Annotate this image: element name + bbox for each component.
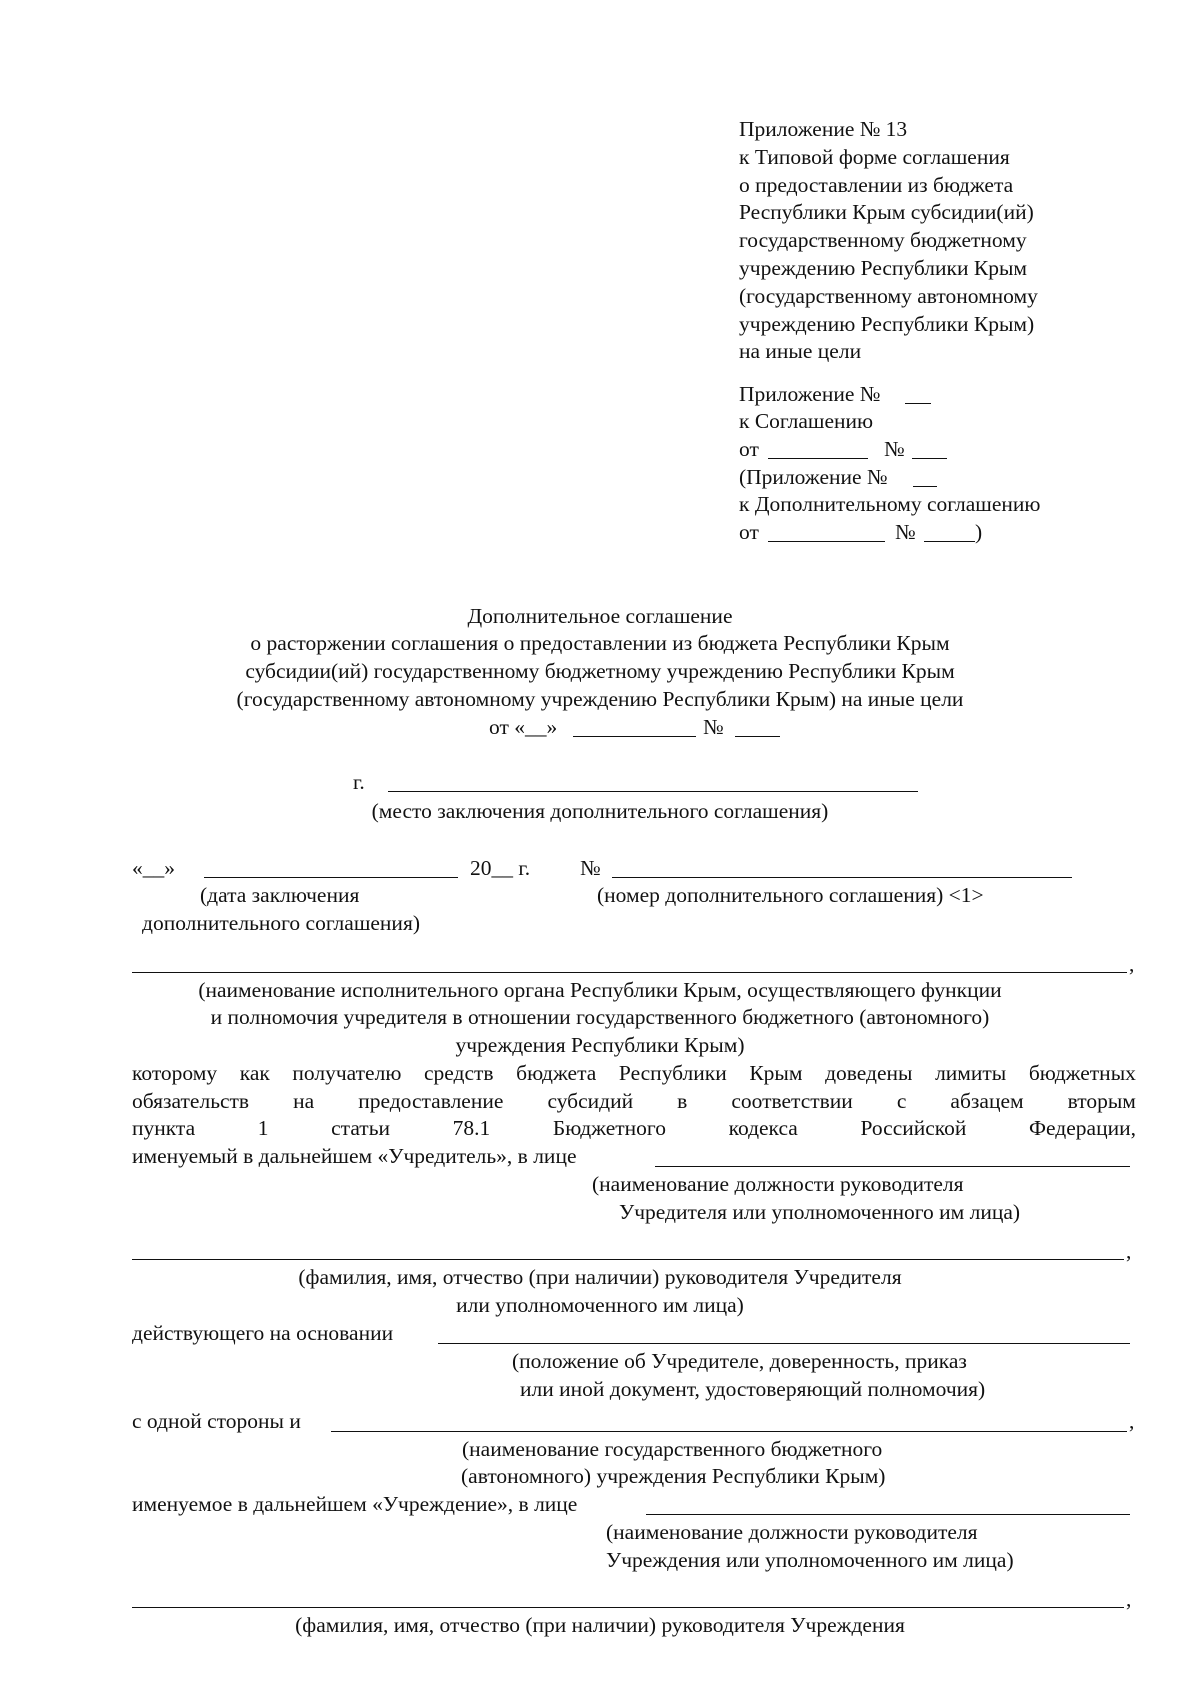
institution-position-blank[interactable] xyxy=(646,1514,1130,1515)
additional-appendix-no-blank[interactable] xyxy=(913,486,937,487)
word: средств xyxy=(423,1061,494,1085)
number-caption: (номер дополнительного соглашения) <1> xyxy=(597,883,984,907)
date-month-blank[interactable] xyxy=(204,877,458,878)
date-caption-line-1: (дата заключения xyxy=(200,883,360,907)
founder-body-line-2 xyxy=(132,1088,1136,1115)
agreement-from-label: от xyxy=(739,437,759,461)
founder-position-caption-1: (наименование должности руководителя xyxy=(592,1172,964,1196)
founder-named-as: именуемый в дальнейшем «Учредитель», в лице xyxy=(132,1144,577,1168)
word: бюджетных xyxy=(1028,1061,1136,1085)
acting-basis-label: действующего на основании xyxy=(132,1321,394,1345)
basis-caption-1: (положение об Учредителе, доверенность, приказ xyxy=(512,1349,967,1373)
founder-caption-line-3: учреждения Республики Крым) xyxy=(455,1033,745,1057)
institution-name-blank[interactable] xyxy=(331,1431,1127,1432)
appendix-header-line: учреждению Республики Крым xyxy=(739,255,1028,280)
institution-name-caption-2: (автономного) учреждения Республики Крым) xyxy=(461,1464,886,1488)
doc-number-blank[interactable] xyxy=(612,877,1072,878)
title-line-3: субсидии(ий) государственному бюджетному учреждению Республики Крым xyxy=(245,659,955,683)
word: которому xyxy=(132,1061,218,1085)
word: пункта xyxy=(132,1116,196,1140)
founder-fio-blank[interactable] xyxy=(132,1259,1124,1260)
date-caption-line-2: дополнительного соглашения) xyxy=(142,911,420,935)
additional-date-blank[interactable] xyxy=(768,541,885,542)
comma: , xyxy=(1126,1239,1132,1263)
agreement-number-blank[interactable] xyxy=(912,458,947,459)
title-number-sign: № xyxy=(703,715,724,739)
founder-name-blank[interactable] xyxy=(132,972,1127,973)
doc-number-sign: № xyxy=(580,856,601,880)
word: доведены xyxy=(825,1061,913,1085)
title-line-1: Дополнительное соглашение xyxy=(467,604,733,628)
word: обязательств xyxy=(132,1089,250,1113)
institution-name-caption-1: (наименование государственного бюджетного xyxy=(462,1437,883,1461)
word: лимиты xyxy=(935,1061,1007,1085)
appendix-header-line: на иные цели xyxy=(739,339,862,364)
word: 1 xyxy=(257,1116,269,1140)
founder-position-caption-2: Учредителя или уполномоченного им лица) xyxy=(619,1200,1021,1224)
founder-position-blank[interactable] xyxy=(655,1166,1130,1167)
additional-number-sign: № xyxy=(895,520,916,544)
word: Федерации, xyxy=(1029,1116,1136,1140)
founder-fio-caption-2: или уполномоченного им лица) xyxy=(456,1293,744,1317)
institution-named-as: именуемое в дальнейшем «Учреждение», в лице xyxy=(132,1492,578,1516)
institution-fio-caption: (фамилия, имя, отчество (при наличии) руководителя Учреждения xyxy=(295,1613,905,1637)
founder-body-line-3 xyxy=(132,1115,1136,1142)
word: получателю xyxy=(292,1061,402,1085)
date-year: 20__ г. xyxy=(470,856,531,880)
word: субсидий xyxy=(547,1089,634,1113)
additional-number-blank[interactable] xyxy=(924,541,975,542)
word: в xyxy=(677,1089,688,1113)
word: вторым xyxy=(1067,1089,1136,1113)
word: статьи xyxy=(331,1116,391,1140)
to-agreement-label: к Соглашению xyxy=(739,409,874,433)
appendix-no-label: Приложение № xyxy=(739,382,881,406)
one-side-label: с одной стороны и xyxy=(132,1409,301,1433)
title-date-label: от «__» xyxy=(489,715,558,739)
appendix-header-line: Приложение № 13 xyxy=(739,117,908,141)
appendix-header-line: (государственному автономному xyxy=(739,283,1038,308)
institution-fio-blank[interactable] xyxy=(132,1607,1124,1608)
close-paren: ) xyxy=(975,520,983,544)
word: Бюджетного xyxy=(552,1116,666,1140)
word: абзацем xyxy=(950,1089,1024,1113)
comma: , xyxy=(1129,952,1135,976)
title-line-2: о расторжении соглашения о предоставлении из бюджета Республики Крым xyxy=(250,631,950,655)
place-blank[interactable] xyxy=(388,791,918,792)
word: Крым xyxy=(749,1061,803,1085)
word: Республики xyxy=(618,1061,727,1085)
additional-appendix-no-label: (Приложение № xyxy=(739,465,888,489)
comma: , xyxy=(1126,1587,1132,1611)
place-prefix: г. xyxy=(353,770,365,794)
title-line-4: (государственному автономному учреждению Республики Крым) на иные цели xyxy=(236,687,964,711)
word: кодекса xyxy=(728,1116,798,1140)
word: Российской xyxy=(860,1116,967,1140)
founder-caption-line-2: и полномочия учредителя в отношении государственного бюджетного (автономного) xyxy=(210,1005,990,1029)
acting-basis-blank[interactable] xyxy=(438,1343,1130,1344)
additional-from-label: от xyxy=(739,520,759,544)
place-caption: (место заключения дополнительного соглашения) xyxy=(371,799,829,823)
appendix-header-line: государственному бюджетному xyxy=(739,228,1027,253)
institution-position-caption-1: (наименование должности руководителя xyxy=(606,1520,978,1544)
title-number-blank[interactable] xyxy=(735,736,780,737)
word: с xyxy=(896,1089,907,1113)
word: на xyxy=(293,1089,315,1113)
agreement-number-sign: № xyxy=(884,437,905,461)
appendix-header-line: к Типовой форме соглашения xyxy=(739,144,1010,169)
founder-body-line-1 xyxy=(132,1060,1136,1087)
to-additional-label: к Дополнительному соглашению xyxy=(739,492,1041,516)
agreement-date-blank[interactable] xyxy=(768,458,868,459)
founder-caption-line-1: (наименование исполнительного органа Республики Крым, осуществляющего функции xyxy=(198,978,1002,1002)
appendix-no-blank[interactable] xyxy=(905,403,931,404)
word: предоставление xyxy=(358,1089,504,1113)
word: бюджета xyxy=(516,1061,597,1085)
title-date-blank[interactable] xyxy=(573,736,696,737)
date-day-quote: «__» xyxy=(132,856,175,880)
institution-position-caption-2: Учреждения или уполномоченного им лица) xyxy=(606,1548,1014,1572)
word: соответствии xyxy=(731,1089,853,1113)
basis-caption-2: или иной документ, удостоверяющий полномочия) xyxy=(520,1377,986,1401)
word: как xyxy=(239,1061,270,1085)
appendix-header-line: о предоставлении из бюджета xyxy=(739,172,1014,197)
appendix-header xyxy=(739,116,1038,366)
word: 78.1 xyxy=(452,1116,491,1140)
founder-fio-caption-1: (фамилия, имя, отчество (при наличии) руководителя Учредителя xyxy=(298,1265,902,1289)
comma: , xyxy=(1129,1409,1135,1433)
appendix-header-line: учреждению Республики Крым) xyxy=(739,311,1035,336)
appendix-header-line: Республики Крым субсидии(ий) xyxy=(739,200,1034,225)
